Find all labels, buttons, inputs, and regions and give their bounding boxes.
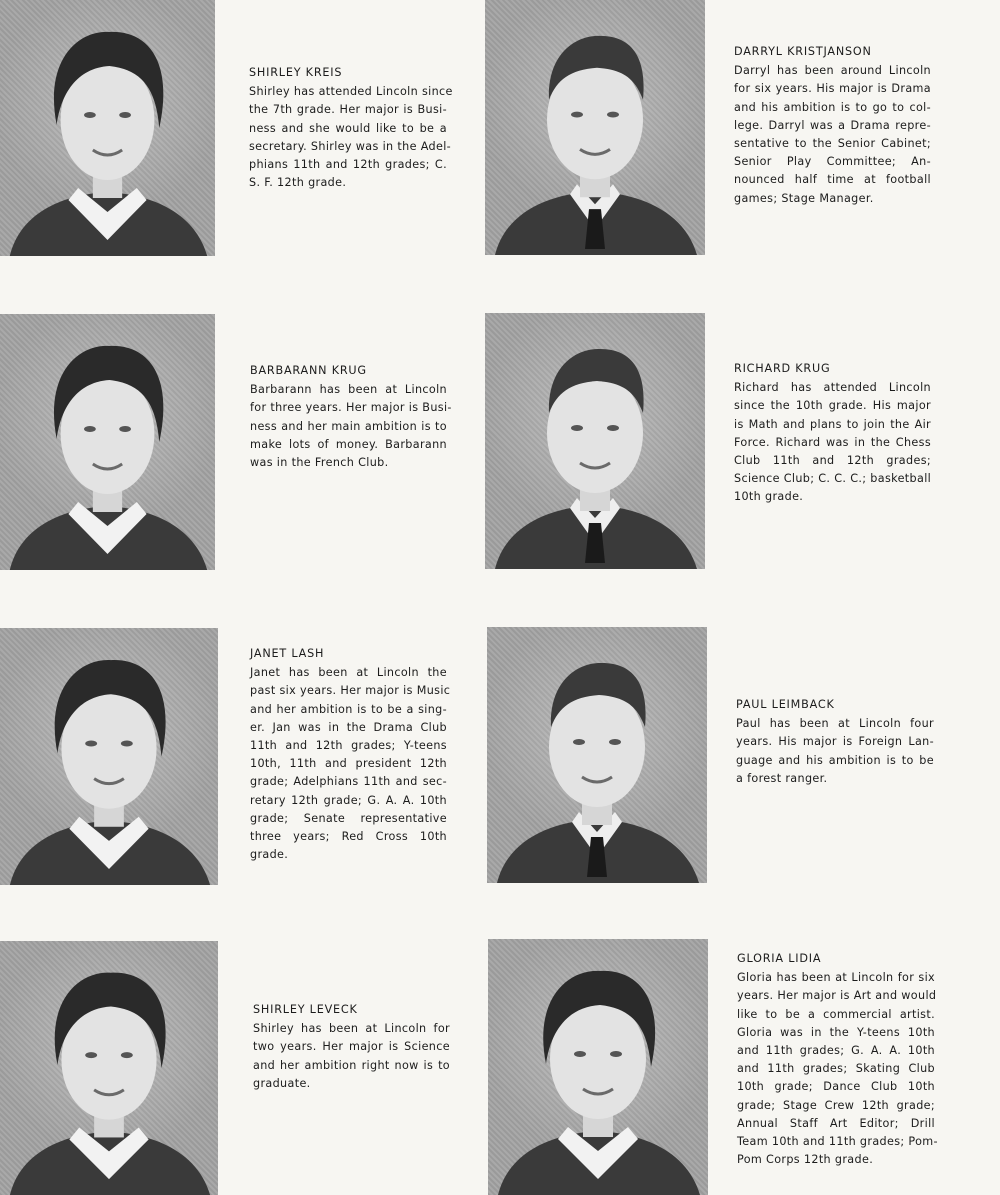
portrait-silhouette (485, 313, 705, 569)
student-bio-line: 10th, 11th and president 12th (250, 757, 447, 771)
student-bio-line: is Math and plans to join the Air (734, 417, 931, 431)
student-bio-line: grade. (250, 848, 289, 862)
student-portrait-photo (488, 939, 708, 1195)
student-bio-line: years. His major is Foreign Lan- (736, 735, 934, 749)
student-bio-line: nounced half time at football (734, 173, 931, 187)
portrait-silhouette (0, 314, 215, 570)
student-bio-line: Force. Richard was in the Chess (734, 435, 931, 449)
student-portrait-photo (0, 314, 215, 570)
student-portrait-photo (485, 313, 705, 569)
student-bio-line: 10th grade; Dance Club 10th (737, 1080, 935, 1094)
student-bio (253, 1001, 450, 1093)
student-bio-line: Shirley has attended Lincoln since (249, 85, 453, 99)
student-bio-line: graduate. (253, 1076, 311, 1090)
student-bio-line: and her ambition right now is to (253, 1058, 450, 1072)
student-bio-line: ness and she would like to be a (249, 121, 447, 135)
student-bio (249, 64, 453, 192)
student-bio-line: three years; Red Cross 10th (250, 830, 447, 844)
student-bio-line: Science Club; C. C. C.; basketball (734, 472, 932, 486)
student-bio-line: 10th grade. (734, 490, 804, 504)
student-bio-line: Gloria has been at Lincoln for six (737, 971, 935, 985)
student-bio-line: Barbarann has been at Lincoln (250, 383, 447, 397)
student-name: PAUL LEIMBACK (736, 698, 835, 711)
student-bio-line: grade; Stage Crew 12th grade; (737, 1098, 935, 1112)
portrait-silhouette (485, 0, 705, 255)
student-bio-line: S. F. 12th grade. (249, 176, 347, 190)
student-bio-line: and 11th grades; Skating Club (737, 1062, 935, 1076)
student-bio-line: and his ambition is to go to col- (734, 100, 931, 114)
student-bio-line: lege. Darryl was a Drama repre- (734, 118, 931, 132)
student-bio-line: Team 10th and 11th grades; Pom- (737, 1135, 938, 1149)
student-bio-line: ness and her main ambition is to (250, 419, 447, 433)
student-bio (734, 360, 931, 507)
student-bio-line: grade; Senate representative (250, 811, 447, 825)
student-bio (250, 645, 451, 864)
student-bio-line: the 7th grade. Her major is Busi- (249, 103, 447, 117)
student-bio-line: Pom Corps 12th grade. (737, 1153, 874, 1167)
student-bio-line: make lots of money. Barbarann (250, 437, 447, 451)
student-bio-line: Janet has been at Lincoln the (250, 666, 447, 680)
student-bio-line: Shirley has been at Lincoln for (253, 1022, 450, 1036)
student-bio-line: Club 11th and 12th grades; (734, 454, 931, 468)
student-name: SHIRLEY KREIS (249, 66, 343, 79)
student-bio (737, 950, 938, 1169)
student-name: SHIRLEY LEVECK (253, 1003, 358, 1016)
student-bio-line: was in the French Club. (250, 456, 389, 470)
student-bio-line: past six years. Her major is Music (250, 684, 451, 698)
student-bio-line: Senior Play Committee; An- (734, 155, 931, 169)
student-bio-line: Annual Staff Art Editor; Drill (737, 1116, 935, 1130)
student-bio-line: and 11th grades; G. A. A. 10th (737, 1044, 935, 1058)
student-bio (736, 696, 934, 788)
student-bio-line: phians 11th and 12th grades; C. (249, 158, 447, 172)
student-bio-line: since the 10th grade. His major (734, 399, 931, 413)
student-bio-line: Paul has been at Lincoln four (736, 717, 934, 731)
student-bio-line: for three years. Her major is Busi- (250, 401, 452, 415)
portrait-silhouette (0, 628, 218, 885)
student-name: BARBARANN KRUG (250, 364, 367, 377)
student-bio-line: Richard has attended Lincoln (734, 381, 931, 395)
student-bio-line: guage and his ambition is to be (736, 753, 934, 767)
student-bio-line: secretary. Shirley was in the Adel- (249, 139, 452, 153)
portrait-silhouette (487, 627, 707, 883)
student-name: RICHARD KRUG (734, 362, 831, 375)
portrait-silhouette (488, 939, 708, 1195)
student-name: JANET LASH (250, 647, 325, 660)
student-bio-line: Gloria was in the Y-teens 10th (737, 1025, 935, 1039)
student-portrait-photo (0, 0, 215, 256)
student-portrait-photo (0, 628, 218, 885)
student-bio-line: sentative to the Senior Cabinet; (734, 137, 931, 151)
student-bio-line: retary 12th grade; G. A. A. 10th (250, 793, 447, 807)
portrait-silhouette (0, 941, 218, 1195)
student-bio (250, 362, 452, 472)
student-name: GLORIA LIDIA (737, 952, 822, 965)
student-bio-line: games; Stage Manager. (734, 191, 874, 205)
student-bio-line: years. Her major is Art and would (737, 989, 937, 1003)
student-bio-line: a forest ranger. (736, 771, 828, 785)
student-portrait-photo (485, 0, 705, 255)
student-bio-line: and her ambition is to be a sing- (250, 702, 447, 716)
student-bio-line: 11th and 12th grades; Y-teens (250, 739, 447, 753)
student-bio-line: for six years. His major is Drama (734, 82, 931, 96)
student-bio-line: two years. Her major is Science (253, 1040, 450, 1054)
portrait-silhouette (0, 0, 215, 256)
student-bio-line: er. Jan was in the Drama Club (250, 720, 447, 734)
student-portrait-photo (487, 627, 707, 883)
student-bio-line: Darryl has been around Lincoln (734, 64, 931, 78)
student-bio (734, 43, 931, 208)
student-portrait-photo (0, 941, 218, 1195)
student-bio-line: like to be a commercial artist. (737, 1007, 935, 1021)
student-name: DARRYL KRISTJANSON (734, 45, 872, 58)
student-bio-line: grade; Adelphians 11th and sec- (250, 775, 447, 789)
